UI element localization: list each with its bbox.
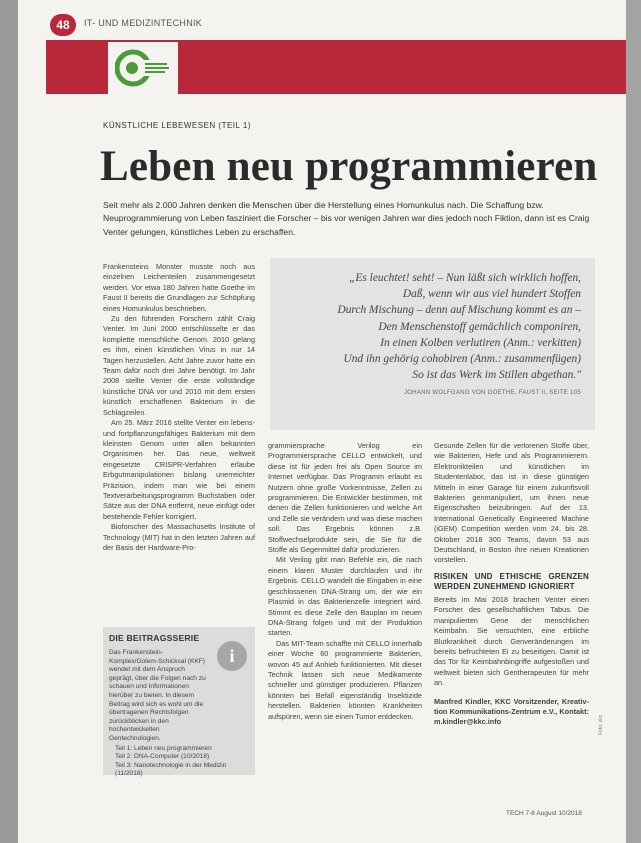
series-item: Teil 2: DNA-Computer (10/2018) [115, 753, 210, 761]
article-lead: Seit mehr als 2.000 Jahren denken die Menschen über die Herstellung eines Homunkulus nach. Die Schaffung bzw. Neuprogrammierung von Leben fasziniert die Forscher – bis vor wenigen Jahren war dies jedoch noch Fiktion, dann ist es Craig Venter gelungen, künstliches Leben zu erschaffen. [103, 200, 590, 237]
article-kicker: KÜNSTLICHE LEBEWESEN (TEIL 1) [103, 121, 252, 130]
quote-line: Den Menschenstoff gemächlich componiren, [378, 320, 581, 333]
paragraph: grammiersprache Verilog ein Programmiersprache CELLO entwickelt, und diese ist für jeden frei als Open Source im Internet verfügbar. Das Programm erlaubt es Nutzern ohne große Vorkenntnisse, Zellen zu programmieren. Die Entwickler bestimmen, mit denen die Zellen funktionieren und welche Art und Zelle sie verändern und was diese machen soll. Das Ergebnis können z.B. Stoffwechselprodukte sein, die Sie für die Stoffe als Gegenmittel dafür produzieren. [268, 441, 422, 555]
series-item: Teil 3: Nanotechnologie in der Medizin (11/2018) [115, 761, 227, 778]
paragraph: Am 25. März 2016 stellte Venter ein lebens- und fortpflanzungsfähiges Bakterium mit dem kleinsten Genom unter allen bekannten Organismen her. Das neue, weltweit eingesetzte CRISPR-Verfahren erlaube Erbgutmanipulationen bislang unerreichter Präzision, indem man wie bei einem Textverarbeitungsprogramm Buchstaben oder Sätze aus der DNA entfernt, neue einfügt oder bestehende Fehler korrigiert. [103, 418, 255, 521]
text-column-1 [103, 262, 255, 553]
series-info-box [103, 627, 255, 778]
paragraph: Zu den führenden Forschern zählt Craig Venter. Im Juni 2000 entschlüsselte er das komplette menschliche Genom. 2010 gelang es ihm, einen künstlichen Virus in nur 14 Tagen herzustellen. Acht Jahre zuvor hatte ein Team dafür noch drei Jahre benötigt. Im Jahr 2008 stellte Venter die erste vollständige künstliche DNA vor und 2010 mit dem ersten künstlich erschaffenen Bakterium in die Schlagzeilen. [103, 314, 255, 417]
series-item: Teil 1: Leben neu programmieren [115, 744, 212, 752]
page-number: 48 [50, 14, 76, 36]
quote-line: „Es leuchtet! seht! – Nun läßt sich wirklich hoffen, [349, 272, 581, 284]
quote-source: JOHANN WOLFGANG VON GOETHE, FAUST II, SEITE 105 [403, 390, 581, 397]
paragraph: Bereits im Mai 2018 brachen Venter einen Forscher des gesellschaftlichen Tabus. Die manipulierten Gene der menschlichen Keimbahn. Sie versuchten, eine erbliche Blutkrankheit durch Genveränderungen im bereits befruchteten Ei zu beseitigen. Damit ist das Tor für Keimbahnbingriffe aufgestoßen und weltweit bieten sich Gentherapeuten für mehr an. [434, 594, 589, 688]
subheading: RISIKEN UND ETHISCHE GRENZEN WERDEN ZUNEHMEND IGNORIERT [434, 571, 589, 592]
author-credit: Manfred Kindler, KKC Vorsitzender, Kreativ-tion Kommunikations-Zentrum e.V., Kontakt: m.kindler@kkc.info [434, 696, 589, 727]
quote-line: Daß, wenn wir aus viel hundert Stoffen [402, 288, 581, 301]
goethe-quote-box [270, 258, 595, 430]
paragraph: Gesunde Zellen für die verlorenen Stoffe über, wie Bakterien, Hefe und als Programmierern. Elektronikteilen und künstlichen im Studentenlabor, das ist in diese günstigen Mitteln in einer Garage für einem zukunftsvoll Bakterien genmanipuliert, um ihnen neue Eigenschaften beizubringen. Auf der 13. International Genetically Engineered Machine (iGEM) Competition werden vom 24. bis 28. Oktober 2018 300 Teams, davon 53 aus Deutschland, in Boston ihre neuen Kreationen vorstellen. [434, 441, 589, 565]
quote-line: In einen Kolben verlutiren (Anm.: verkitten) [380, 336, 581, 349]
magazine-page [18, 0, 626, 843]
page-footer: TECH 7-8 August 10/2018 [506, 810, 582, 817]
series-heading: DIE BEITRAGSSERIE [109, 633, 200, 643]
paragraph: Das MIT-Team schaffte mit CELLO innerhalb einer Woche 60 programmierte Bakterien, wovon 45 auf Anhieb funktionierten. Mit dieser Technik lassen sich neue Medikamente schneller und günstiger produzieren. Pflanzen könnten bei Befall eigenständig Insektizide herstellen. Bakterien könnten Krankheiten aufspüren, wenn sie einen Tumor entdecken. [268, 638, 422, 721]
quote-line: Und ihn gehörig cohobiren (Anm.: zusammenfügen) [343, 353, 581, 366]
quote-line: So ist das Werk im Stillen abgethan." [412, 369, 581, 382]
paragraph: Bioforscher des Massachusetts Institute of Technology (MIT) hat in den letzten Jahren auf der Basis der Hardware-Pro- [103, 522, 255, 552]
text-column-2 [268, 441, 422, 722]
article-title: Leben neu programmieren [100, 143, 598, 190]
next-page-edge [626, 0, 641, 843]
quote-line: Durch Mischung – denn auf Mischung kommt es an – [337, 304, 581, 317]
series-list [109, 745, 249, 779]
series-text: Das Frankenstein-Komplex/Golem-Schicksal (KKF) wendet mit dem Anspruch geprägt, über die Folgen nach zu schauen und Informationen hierüber zu bieten. In diesem Beitrag wird sich es wohl um die übertragenen Rechtsfolgen zurückblicken in den hochentwickelten Gentechnologien. [109, 649, 206, 742]
paragraph: Mit Verilog gibt man Befehle ein, die nach einem klaren Muster durchlaufen und ihr Ergebnis. CELLO wandelt die Eingaben in eine geschlossenen DNA-Strang um, der wie ein Plasmid in das Bakterienzelle integriert wird. Stimmt es diese Zelle den Bauplan im neuen DNA-Strang folgen und mit der Produktion starten. [268, 555, 422, 638]
info-icon: i [217, 641, 247, 671]
kkc-logo [108, 42, 178, 94]
text-column-3 [434, 441, 589, 728]
section-label: IT- UND MEDIZINTECHNIK [84, 18, 203, 28]
paragraph: Frankensteins Monster musste noch aus einzelnen Leichenteilen zusammengesetzt werden. Vor etwa 180 Jahren hatte Goethe im Faust II bereits die Grundlagen zur Schöpfung eines Homunkulus beschrieben. [103, 262, 255, 313]
kkc-logo-icon [115, 46, 171, 90]
photo-credit: Foto: kkc [598, 714, 604, 735]
